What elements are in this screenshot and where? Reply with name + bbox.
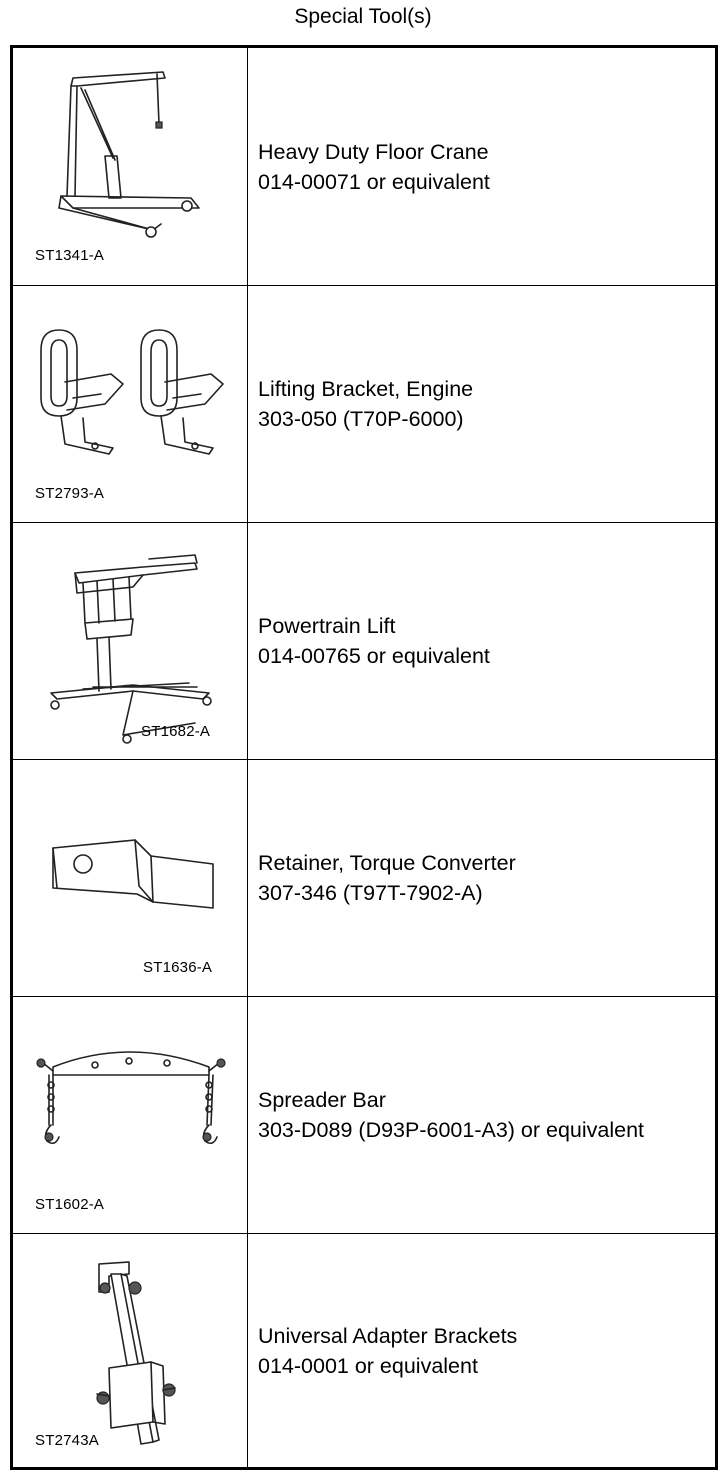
tool-image-cell <box>13 286 248 522</box>
tool-name: Spreader Bar <box>258 1088 386 1112</box>
tool-number: 014-00765 or equivalent <box>258 644 490 668</box>
powertrain-lift-icon <box>13 523 248 759</box>
tool-image-cell <box>13 760 248 996</box>
tool-code: ST1341-A <box>35 247 105 264</box>
tool-name: Universal Adapter Brackets <box>258 1323 518 1348</box>
table-row <box>13 48 715 285</box>
tool-number: 303-D089 (D93P-6001-A3) or equivalent <box>258 1118 645 1142</box>
table-row <box>13 285 715 522</box>
tool-number: 303-050 (T70P-6000) <box>258 407 464 431</box>
table-row <box>13 996 715 1233</box>
tool-code: ST1682-A <box>141 723 211 740</box>
tool-code: ST1636-A <box>143 959 213 976</box>
tool-description <box>258 1234 713 1467</box>
tool-name: Retainer, Torque Converter <box>258 851 516 875</box>
tool-name: Lifting Bracket, Engine <box>258 377 474 401</box>
table-row <box>13 759 715 996</box>
tool-description <box>258 48 713 285</box>
tool-image-cell <box>13 523 248 759</box>
table-row <box>13 1233 715 1467</box>
tool-description <box>258 997 713 1233</box>
tool-name: Powertrain Lift <box>258 614 396 638</box>
tool-name: Heavy Duty Floor Crane <box>258 139 489 164</box>
tool-number: 014-00071 or equivalent <box>258 169 490 194</box>
tool-number: 307-346 (T97T-7902-A) <box>258 881 483 905</box>
page-title: Special Tool(s) <box>294 5 432 28</box>
tool-description <box>258 286 713 522</box>
torque-converter-retainer-icon <box>13 760 248 996</box>
tool-code: ST1602-A <box>35 1196 105 1213</box>
tool-image-cell <box>13 48 248 285</box>
tool-image-cell <box>13 1234 248 1467</box>
table-row <box>13 522 715 759</box>
tool-image-cell <box>13 997 248 1233</box>
tool-code: ST2793-A <box>35 485 105 502</box>
tool-description <box>258 523 713 759</box>
tool-description <box>258 760 713 996</box>
special-tools-table <box>10 45 718 1470</box>
tool-number: 014-0001 or equivalent <box>258 1353 478 1378</box>
tool-code: ST2743A <box>35 1432 99 1449</box>
